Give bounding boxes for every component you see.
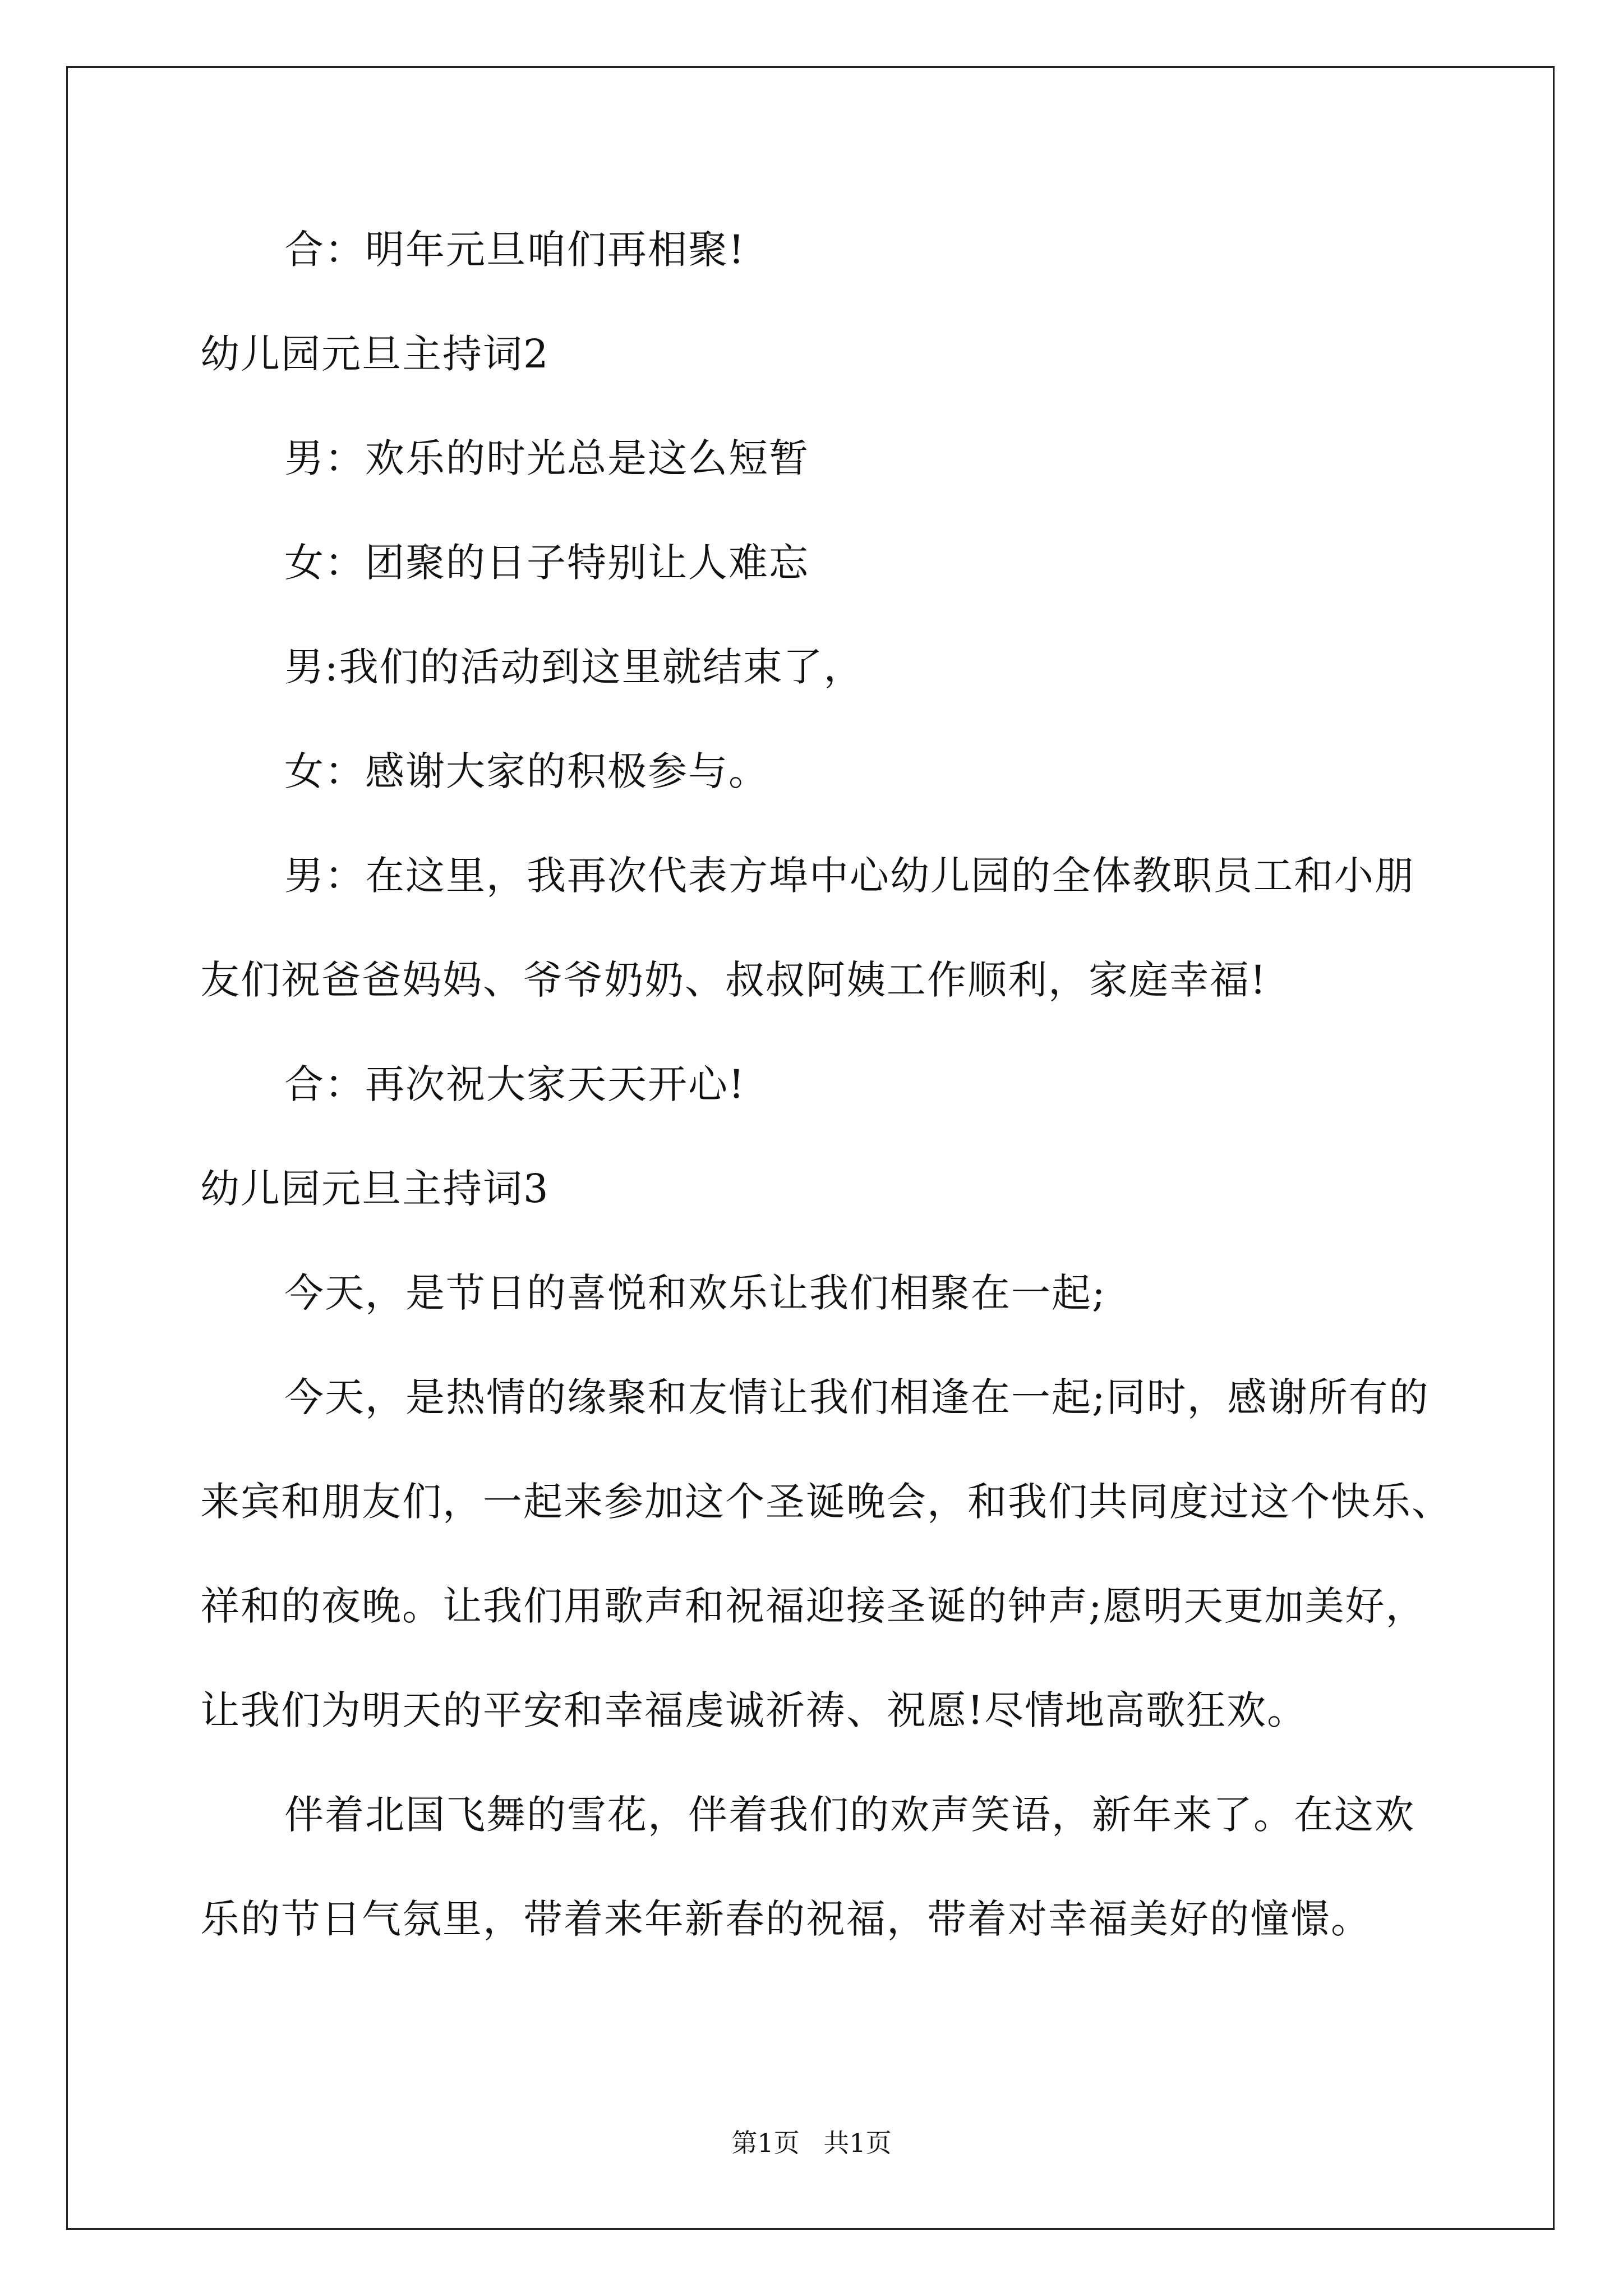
section-heading: 幼儿园元旦主持词2: [200, 331, 550, 377]
paragraph-line: 合：明年元旦咱们再相聚!: [284, 227, 746, 273]
paragraph-line: 友们祝爸爸妈妈、爷爷奶奶、叔叔阿姨工作顺利，家庭幸福!: [200, 957, 1267, 1003]
paragraph-line: 男:我们的活动到这里就结束了，: [284, 644, 864, 690]
paragraph-line: 女：团聚的日子特别让人难忘: [284, 540, 809, 586]
page-footer: [0, 2126, 1623, 2160]
paragraph-line: 男：在这里，我再次代表方埠中心幼儿园的全体教职员工和小朋: [284, 853, 1415, 899]
page-count: 共1页: [823, 2128, 892, 2158]
document-body: [200, 224, 1496, 1998]
paragraph-line: 今天，是热情的缘聚和友情让我们相逢在一起;同时，感谢所有的: [284, 1374, 1430, 1420]
paragraph-line: 来宾和朋友们，一起来参加这个圣诞晚会，和我们共同度过这个快乐、: [200, 1479, 1452, 1525]
paragraph-line: 伴着北国飞舞的雪花，伴着我们的欢声笑语，新年来了。在这欢: [284, 1792, 1415, 1838]
paragraph-line: 今天，是节日的喜悦和欢乐让我们相聚在一起;: [284, 1270, 1106, 1316]
section-heading: 幼儿园元旦主持词3: [200, 1166, 550, 1212]
page-number: 第1页: [731, 2128, 800, 2158]
paragraph-line: 女：感谢大家的积极参与。: [284, 748, 769, 794]
paragraph-line: 乐的节日气氛里，带着来年新春的祝福，带着对幸福美好的憧憬。: [200, 1896, 1371, 1942]
paragraph-line: 祥和的夜晚。让我们用歌声和祝福迎接圣诞的钟声;愿明天更加美好，: [200, 1583, 1426, 1629]
paragraph-line: 让我们为明天的平安和幸福虔诚祈祷、祝愿!尽情地高歌狂欢。: [200, 1687, 1308, 1733]
paragraph-line: 合：再次祝大家天天开心!: [284, 1061, 746, 1107]
paragraph-line: 男：欢乐的时光总是这么短暂: [284, 435, 809, 481]
